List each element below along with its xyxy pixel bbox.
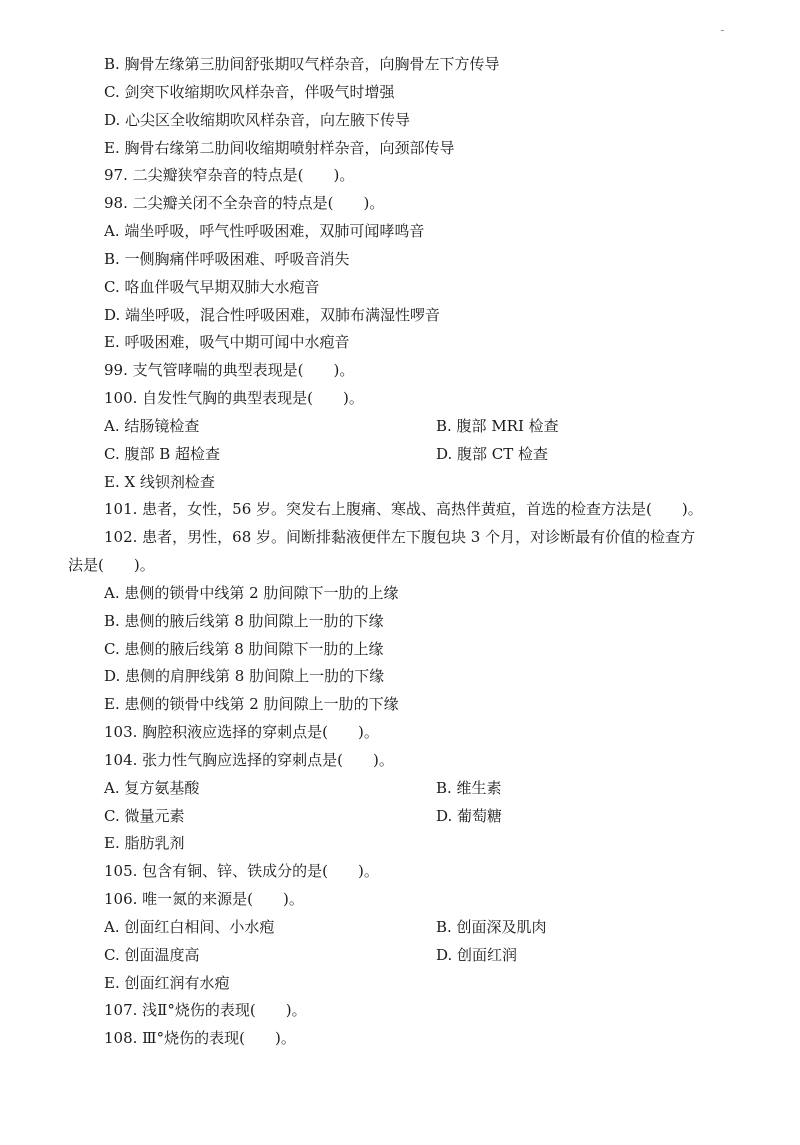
option-line: B. 腹部 MRI 检查	[436, 417, 559, 435]
option-line: E. 胸骨右缘第二肋间收缩期喷射样杂音，向颈部传导	[104, 139, 455, 157]
question-line: 97. 二尖瓣狭窄杂音的特点是( )。	[104, 166, 355, 184]
option-line: A. 复方氨基酸	[104, 779, 200, 797]
option-line: E. 患侧的锁骨中线第 2 肋间隙上一肋的下缘	[104, 695, 399, 713]
option-line: C. 患侧的腋后线第 8 肋间隙下一肋的上缘	[104, 640, 384, 658]
option-line: D. 心尖区全收缩期吹风样杂音，向左腋下传导	[104, 111, 411, 129]
option-line: B. 创面深及肌肉	[436, 918, 547, 936]
question-line: 103. 胸腔积液应选择的穿刺点是( )。	[104, 723, 379, 741]
option-line: D. 创面红润	[436, 946, 518, 964]
question-line: 105. 包含有铜、锌、铁成分的是( )。	[104, 862, 379, 880]
question-line: 107. 浅Ⅱ°烧伤的表现( )。	[104, 1001, 307, 1019]
question-line: 108. Ⅲ°烧伤的表现( )。	[104, 1029, 296, 1047]
option-line: B. 患侧的腋后线第 8 肋间隙上一肋的下缘	[104, 612, 384, 630]
option-line: A. 患侧的锁骨中线第 2 肋间隙下一肋的上缘	[104, 584, 399, 602]
option-line: B. 维生素	[436, 779, 502, 797]
option-line: C. 创面温度高	[104, 946, 200, 964]
option-line: A. 端坐呼吸，呼气性呼吸困难，双肺可闻哮鸣音	[104, 222, 425, 240]
option-line: D. 葡萄糖	[436, 807, 503, 825]
option-line: D. 患侧的肩胛线第 8 肋间隙上一肋的下缘	[104, 667, 385, 685]
option-line: C. 剑突下收缩期吹风样杂音，伴吸气时增强	[104, 83, 395, 101]
question-line: 99. 支气管哮喘的典型表现是( )。	[104, 361, 355, 379]
option-line: C. 微量元素	[104, 807, 185, 825]
corner-mark: ˜	[720, 30, 725, 40]
option-line: B. 胸骨左缘第三肋间舒张期叹气样杂音，向胸骨左下方传导	[104, 55, 500, 73]
option-line: C. 腹部 B 超检查	[104, 445, 221, 463]
option-line: A. 创面红白相间、小水疱	[104, 918, 275, 936]
question-line: 法是( )。	[68, 556, 155, 574]
option-line: E. 脂肪乳剂	[104, 834, 185, 852]
option-line: E. X 线钡剂检查	[104, 473, 215, 491]
question-line: 106. 唯一氮的来源是( )。	[104, 890, 304, 908]
option-line: D. 端坐呼吸，混合性呼吸困难，双肺布满湿性啰音	[104, 306, 441, 324]
option-line: B. 一侧胸痛伴呼吸困难、呼吸音消失	[104, 250, 350, 268]
question-line: 100. 自发性气胸的典型表现是( )。	[104, 389, 364, 407]
option-line: A. 结肠镜检查	[104, 417, 200, 435]
question-line: 101. 患者，女性，56 岁。突发右上腹痛、寒战、高热伴黄疸，首选的检查方法是( )。	[104, 500, 703, 518]
question-line: 102. 患者，男性，68 岁。间断排黏液便伴左下腹包块 3 个月，对诊断最有价值的检查方	[104, 528, 696, 546]
question-line: 104. 张力性气胸应选择的穿刺点是( )。	[104, 751, 394, 769]
question-line: 98. 二尖瓣关闭不全杂音的特点是( )。	[104, 194, 385, 212]
option-line: C. 咯血伴吸气早期双肺大水疱音	[104, 278, 320, 296]
option-line: E. 呼吸困难，吸气中期可闻中水疱音	[104, 333, 350, 351]
option-line: E. 创面红润有水疱	[104, 974, 230, 992]
option-line: D. 腹部 CT 检查	[436, 445, 549, 463]
